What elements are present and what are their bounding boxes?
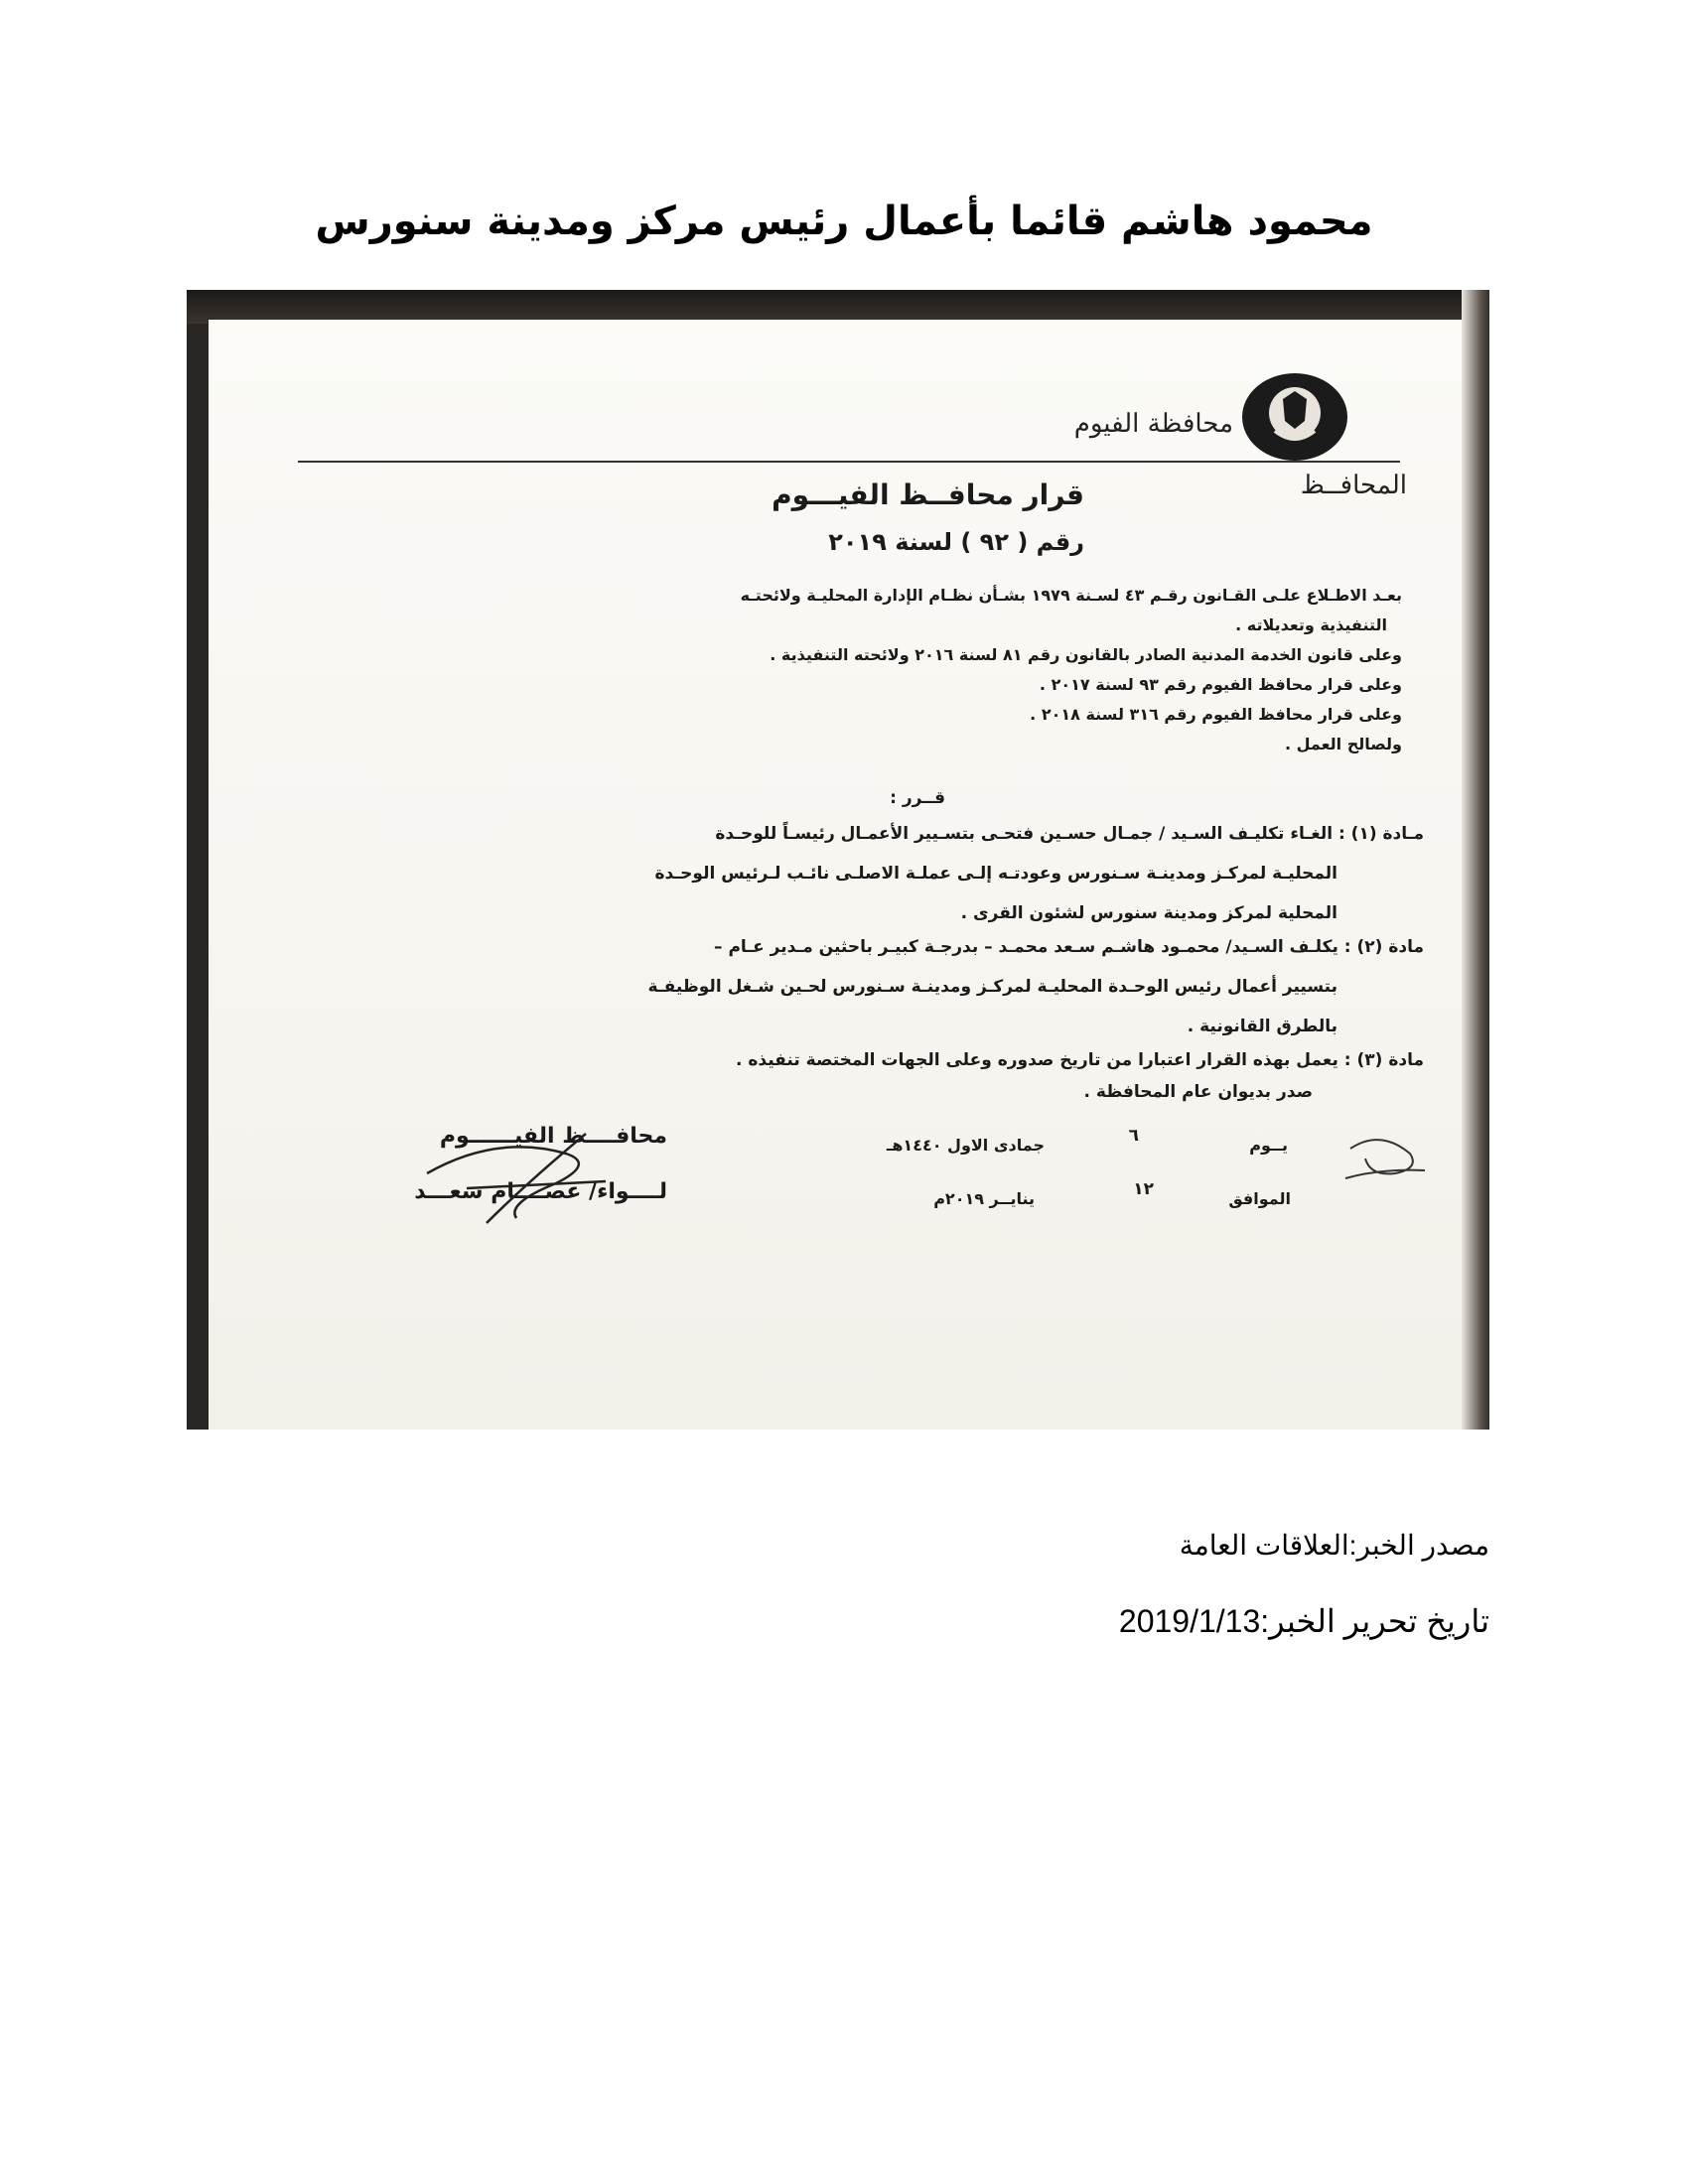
preamble-line: التنفيذية وتعديلاته .	[1235, 615, 1387, 634]
initials-signature-icon	[1340, 1129, 1430, 1188]
page-title: محمود هاشم قائما بأعمال رئيس مركز ومدينة سنورس	[315, 199, 1373, 244]
hijri-month: جمادى الاول ١٤٤٠هـ	[886, 1136, 1045, 1155]
signatory-title: محافــــظ الفيــــــوم	[439, 1124, 667, 1149]
scanned-decree-image	[187, 290, 1489, 1430]
article-1-line: المحليـة لمركـز ومدينـة سـنورس وعودتـه إلـى عملـة الاصلـى نائـب لـرئيس الوحـدة	[654, 864, 1337, 884]
gregorian-month: ينايــر ٢٠١٩م	[933, 1189, 1035, 1208]
signatory-name: لــــواء/ عصــــام سعـــد	[414, 1179, 667, 1204]
article-1-line: مـادة (١) : الغـاء تكليـف السـيد / جمـال حسـين فتحـى بتسـيير الأعمـال رئيسـاً للوحـدة	[715, 824, 1424, 844]
decree-number: رقم ( ٩٢ ) لسنة ٢٠١٩	[828, 528, 1084, 556]
corresponding-label: الموافق	[1228, 1189, 1291, 1208]
preamble-line: وعلى قرار محافظ الفيوم رقم ٩٣ لسنة ٢٠١٧ .	[1039, 675, 1402, 694]
article-3-line: مادة (٣) : يعمل بهذه القرار اعتبارا من تاريخ صدوره وعلى الجهات المختصة تنفيذه .	[735, 1050, 1424, 1070]
news-date: تاريخ تحرير الخبر:2019/1/13	[1118, 1603, 1489, 1639]
decree-title: قرار محافــظ الفيـــوم	[772, 478, 1084, 511]
news-source: مصدر الخبر:العلاقات العامة	[1179, 1530, 1489, 1561]
letterhead-governorate: محافظة الفيوم	[1073, 409, 1233, 439]
hijri-day: ٦	[1128, 1126, 1139, 1146]
gregorian-day: ١٢	[1133, 1179, 1154, 1199]
article-2-line: بتسيير أعمال رئيس الوحـدة المحليـة لمركـز ومدينـة سـنورس لحـين شـغل الوظيفـة	[647, 977, 1337, 997]
scan-right-edge	[1462, 290, 1489, 1430]
article-2-line: بالطرق القانونية .	[1187, 1017, 1337, 1036]
governorate-seal-icon	[1239, 369, 1350, 465]
preamble-line: وعلى قانون الخدمة المدنية الصادر بالقانون رقم ٨١ لسنة ٢٠١٦ ولائحته التنفيذية .	[770, 645, 1402, 664]
issued-line: صدر بديوان عام المحافظة .	[1083, 1082, 1313, 1102]
preamble-line: ولصالح العمل .	[1284, 735, 1402, 753]
preamble-line: بعـد الاطـلاع علـى القـانون رقـم ٤٣ لسـنة ١٩٧٩ بشـأن نظـام الإدارة المحليـة ولائحتـه	[740, 586, 1402, 605]
governor-signature-icon	[407, 1114, 626, 1233]
article-1-line: المحلية لمركز ومدينة سنورس لشئون القرى .	[960, 903, 1337, 923]
preamble-line: وعلى قرار محافظ الفيوم رقم ٣١٦ لسنة ٢٠١٨ .	[1030, 705, 1402, 724]
scanned-paper	[209, 320, 1462, 1430]
scan-top-edge	[187, 290, 1489, 324]
article-2-line: مادة (٢) : يكلـف السـيد/ محمـود هاشـم سـعد محمـد – بدرجـة كبيـر باحثين مـدير عـام –	[714, 937, 1424, 957]
letterhead-office: المحافــظ	[1300, 471, 1407, 500]
day-label: يــوم	[1249, 1136, 1288, 1155]
letterhead-divider	[298, 461, 1400, 463]
decided-heading: قــرر :	[890, 788, 945, 808]
